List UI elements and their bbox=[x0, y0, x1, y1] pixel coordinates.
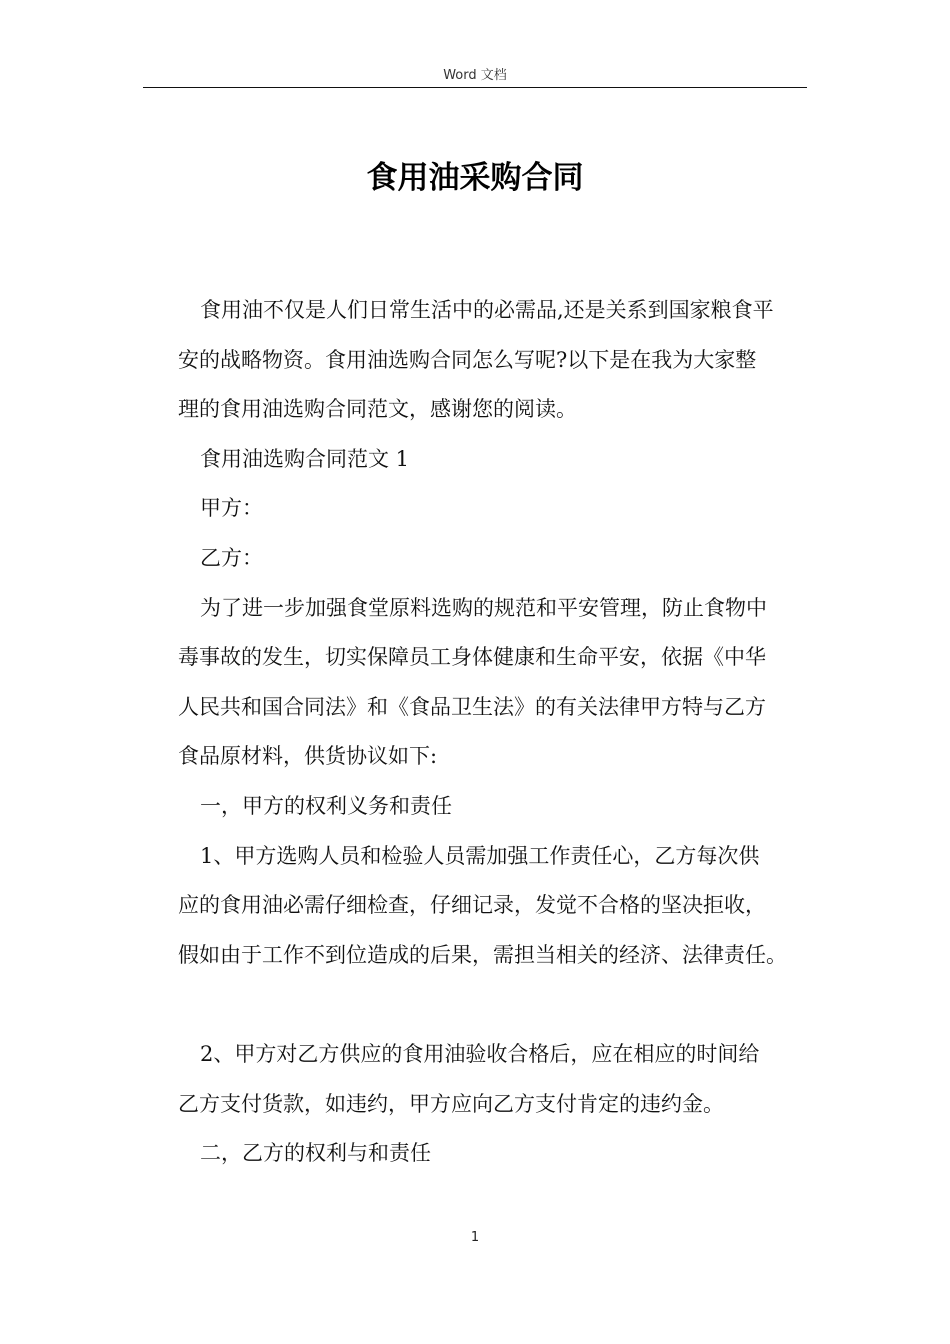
paragraph-party-a: 甲方： bbox=[200, 496, 263, 521]
page-header: Word 文档 bbox=[443, 68, 507, 83]
document-body bbox=[178, 286, 818, 1179]
paragraph-party-b: 乙方： bbox=[200, 545, 263, 570]
blank-line bbox=[178, 980, 818, 1030]
section-heading-party-b: 二，乙方的权利与和责任 bbox=[200, 1141, 431, 1166]
header-divider bbox=[143, 87, 807, 88]
clause-2: 2、甲方对乙方供应的食用油验收合格后，应在相应的时间给 乙方支付货款，如违约，甲方应向乙方支付肯定的违约金。 bbox=[178, 1041, 760, 1116]
page-number: 1 bbox=[470, 1230, 480, 1245]
paragraph-purpose: 为了进一步加强食堂原料选购的规范和平安管理，防止食物中 毒事故的发生，切实保障员工身体健康和生命平安，依据《中华 人民共和国合同法》和《食品卫生法》的有关法律甲方特与乙方 食品原材料，供货协议如下: bbox=[178, 595, 767, 769]
paragraph-sample-heading: 食用油选购合同范文 1 bbox=[200, 446, 410, 471]
section-heading-party-a: 一，甲方的权利义务和责任 bbox=[200, 793, 452, 818]
clause-1: 1、甲方选购人员和检验人员需加强工作责任心，乙方每次供 应的食用油必需仔细检查，仔细记录，发觉不合格的坚决拒收， 假如由于工作不到位造成的后果，需担当相关的经济、法律责任。 bbox=[178, 843, 787, 967]
paragraph-intro: 食用油不仅是人们日常生活中的必需品,还是关系到国家粮食平 安的战略物资。食用油选购合同怎么写呢?以下是在我为大家整 理的食用油选购合同范文，感谢您的阅读。 bbox=[178, 298, 774, 422]
document-title: 食用油采购合同 bbox=[366, 160, 584, 196]
